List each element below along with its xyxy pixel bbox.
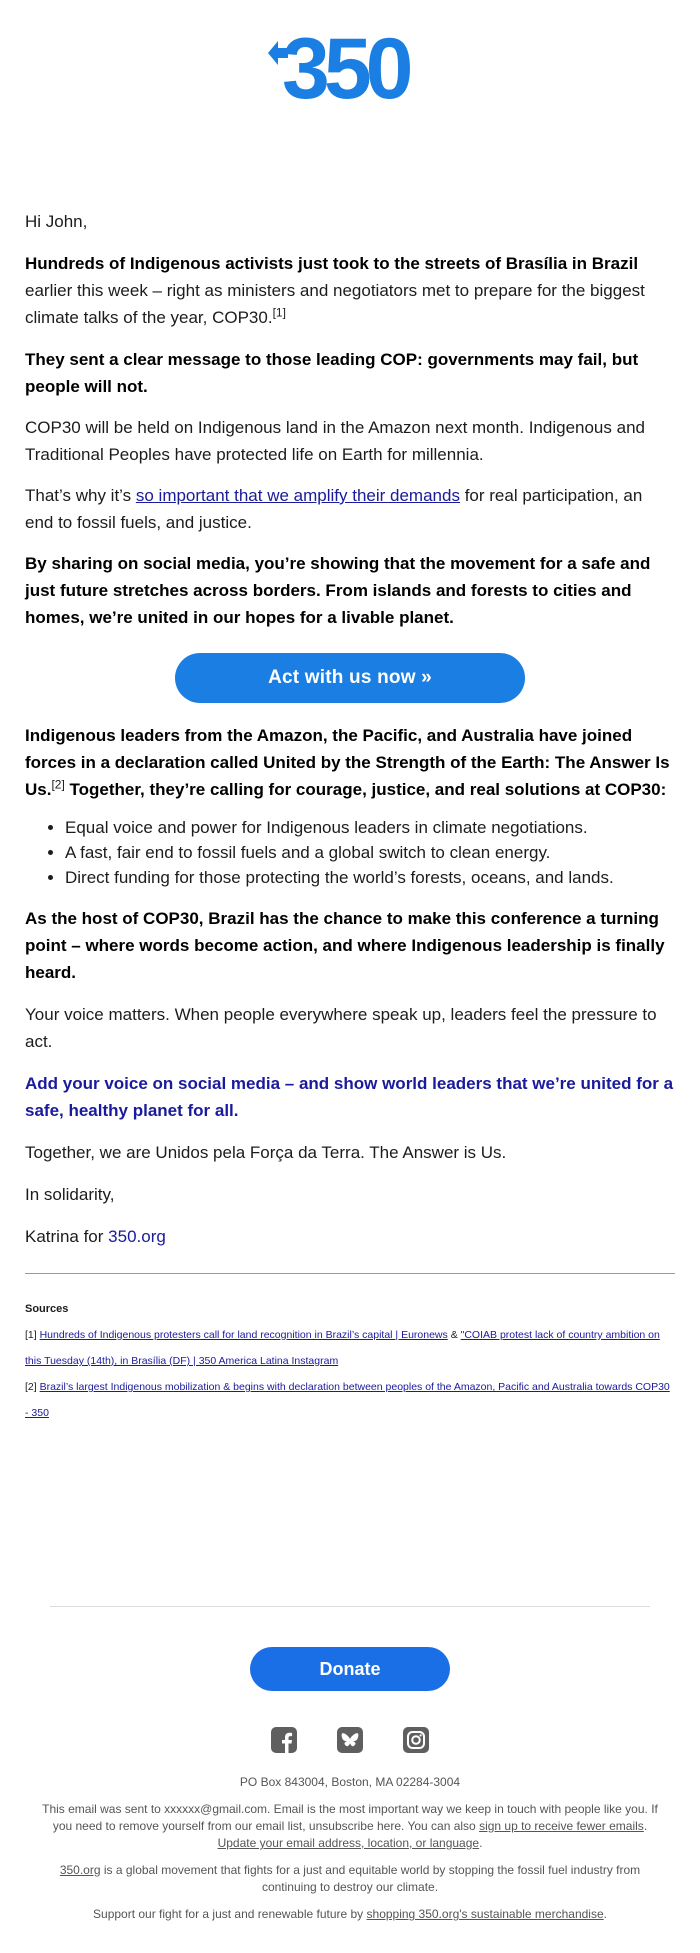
paragraph-5: By sharing on social media, you’re showing that the movement for a safe and just future stretches across borders. From islands and forests to cities and homes, we’re united in our hopes for a livable planet. xyxy=(25,554,651,627)
update-preferences-link[interactable]: Update your email address, location, or language xyxy=(217,1836,480,1850)
footer-divider xyxy=(50,1606,650,1607)
350-org-link[interactable]: 350.org xyxy=(108,1227,166,1246)
donate-wrap xyxy=(250,1647,450,1691)
paragraph-7: As the host of COP30, Brazil has the chance to make this conference a turning point – where words become action, and where Indigenous leadership is finally heard. xyxy=(25,909,665,982)
donate-button[interactable]: Donate xyxy=(250,1647,450,1691)
logo-text: 350 xyxy=(282,28,408,104)
source-1: [1] Hundreds of Indigenous protesters call for land recognition in Brazil’s capital | Euronews & "COIAB protest lack of country ambition on this Tuesday (14th), in Brasília (DF) | 350 America Latina Instagram xyxy=(25,1329,660,1367)
350-org-footer-link[interactable]: 350.org xyxy=(59,1863,101,1877)
list-item: • Direct funding for those protecting the world’s forests, oceans, and lands. xyxy=(65,865,675,890)
fewer-emails-link[interactable]: sign up to receive fewer emails xyxy=(479,1819,644,1833)
about-350: 350.org is a global movement that fights for a just and equitable world by stopping the fossil fuel industry from continuing to destroy our climate. xyxy=(59,1863,641,1894)
facebook-icon[interactable] xyxy=(270,1726,298,1754)
bluesky-icon[interactable] xyxy=(336,1726,364,1754)
email-body-top xyxy=(25,208,675,631)
footnote-ref-2[interactable]: [2] xyxy=(51,777,65,792)
list-item: • A fast, fair end to fossil fuels and a global switch to clean energy. xyxy=(65,840,675,865)
add-your-voice-link[interactable]: Add your voice on social media – and show world leaders that we’re united for a safe, healthy planet for all. xyxy=(25,1074,674,1120)
act-with-us-button[interactable]: Act with us now » xyxy=(175,653,525,703)
demands-list xyxy=(25,815,675,890)
instagram-icon[interactable] xyxy=(402,1726,430,1754)
email-body-bottom xyxy=(25,722,675,1250)
paragraph-9 xyxy=(25,1070,675,1124)
paragraph-4: That’s why it’s so important that we amplify their demands for real participation, an end to fossil fuels, and justice. xyxy=(25,486,643,532)
paragraph-2: They sent a clear message to those leading COP: governments may fail, but people will not. xyxy=(25,350,639,396)
paragraph-10: Together, we are Unidos pela Força da Terra. The Answer is Us. xyxy=(25,1143,507,1162)
source-1-link-instagram[interactable]: "COIAB protest lack of country ambition on this Tuesday (14th), in Brasília (DF) | 350 America Latina Instagram xyxy=(25,1329,660,1367)
signature: Katrina for 350.org xyxy=(25,1227,166,1246)
paragraph-6: Indigenous leaders from the Amazon, the Pacific, and Australia have joined forces in a declaration called United by the Strength of the Earth: The Answer Is Us.[2] Together, they’re calling for courage, justice, and real solutions at COP30: xyxy=(25,726,670,799)
paragraph-8: Your voice matters. When people everywhere speak up, leaders feel the pressure to act. xyxy=(25,1005,657,1051)
list-item: • Equal voice and power for Indigenous leaders in climate negotiations. xyxy=(65,815,675,840)
source-2: [2] Brazil’s largest Indigenous mobilization & begins with declaration between peoples of the Amazon, Pacific and Australia towards COP30 - 350 xyxy=(25,1381,670,1419)
divider xyxy=(25,1273,675,1274)
sources-section xyxy=(25,1296,675,1426)
signoff: In solidarity, xyxy=(25,1185,115,1204)
source-2-link[interactable]: Brazil’s largest Indigenous mobilization & begins with declaration between peoples of the Amazon, Pacific and Australia towards COP30 - 350 xyxy=(25,1381,670,1419)
amplify-demands-link[interactable]: so important that we amplify their demands xyxy=(135,486,460,505)
footer-text xyxy=(40,1774,660,1933)
cta-wrap xyxy=(175,653,525,703)
sources-title: Sources xyxy=(25,1303,69,1315)
mailing-address: PO Box 843004, Boston, MA 02284-3004 xyxy=(239,1775,461,1789)
footnote-ref-1[interactable]: [1] xyxy=(272,305,286,320)
350-logo[interactable] xyxy=(268,28,436,104)
paragraph-1: Hundreds of Indigenous activists just took to the streets of Brasília in Brazil earlier this week – right as ministers and negotiators met to prepare for the biggest climate talks of the year, COP30.[1] xyxy=(25,254,645,327)
greeting: Hi John, xyxy=(25,212,88,231)
support-text: Support our fight for a just and renewable future by shopping 350.org's sustainable merchandise. xyxy=(93,1907,607,1921)
source-1-link-euronews[interactable]: Hundreds of Indigenous protesters call for land recognition in Brazil’s capital | Euronews xyxy=(39,1329,448,1341)
social-links xyxy=(0,1726,700,1754)
merchandise-link[interactable]: shopping 350.org's sustainable merchandise xyxy=(366,1907,604,1921)
email-notice: This email was sent to xxxxxx@gmail.com. Email is the most important way we keep in touch with people like you. If you need to remove yourself from our email list, unsubscribe here. You can also sign up to receive fewer emails. Update your email address, location, or language. xyxy=(42,1802,658,1850)
paragraph-3: COP30 will be held on Indigenous land in the Amazon next month. Indigenous and Traditional Peoples have protected life on Earth for millennia. xyxy=(25,418,645,464)
